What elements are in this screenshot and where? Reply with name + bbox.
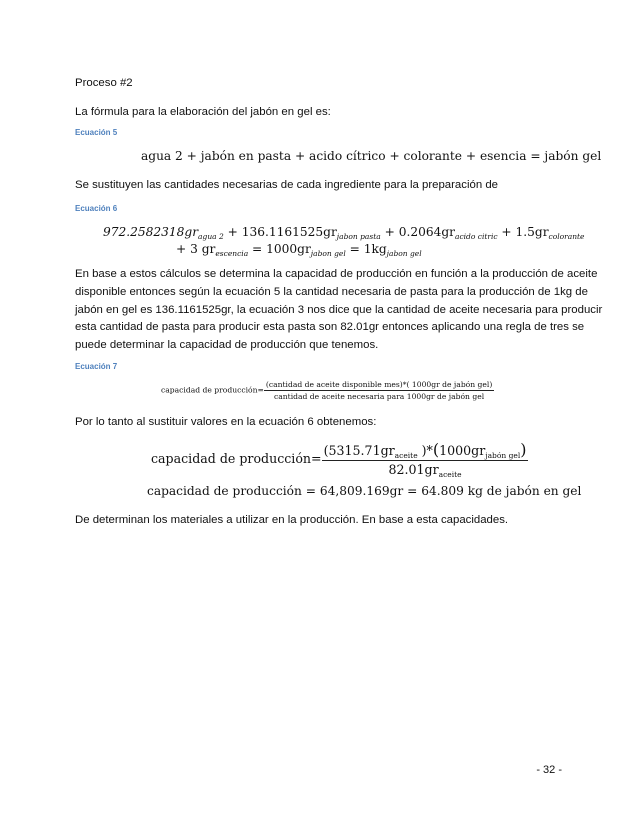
equation-6-line-1: $972.2582318gr_{agua 2} + 136.1161525gr_{jabon pasta} + 0.2064gr_{acido citric} + 1.5gr_{colorante}$ — [103, 225, 585, 241]
equation-8-fraction: $\frac{(5315.71gr_{aceite} )*(1000gr_{jabón gel})}{82.01gr_{aceite}}$ — [323, 440, 527, 479]
equation-8: capacidad de producción= $\frac{(5315.71gr_{aceite} )*(1000gr_{jabón gel})}{82.01gr_{aceite}}$ — [151, 440, 527, 479]
equation-5-caption: Ecuación 5 — [75, 128, 118, 137]
intro-text: La fórmula para la elaboración del jabón en gel es: — [75, 106, 331, 118]
equation-6-caption: Ecuación 6 — [75, 204, 118, 213]
substitution-sentence: Se sustituyen las cantidades necesarias de cada ingrediente para la preparación de — [75, 179, 498, 191]
section-heading: Proceso #2 — [75, 77, 133, 89]
page-number: - 32 - — [536, 764, 562, 776]
substitution-sentence-2: Por lo tanto al sustituir valores en la ecuación 6 obtenemos: — [75, 416, 377, 428]
equation-7-caption: Ecuación 7 — [75, 362, 118, 371]
explanation-paragraph: En base a estos cálculos se determina la capacidad de producción en función a la producción de aceite disponible entonces según la ecuación 5 la cantidad necesaria de pasta para la producción de 1kg de jabón en gel es 136.1161525gr, la ecuación 3 nos dice que la cantidad de aceite necesaria para producir esta cantidad de pasta para producir esta pasta son 82.01gr entonces aplicando una regla de tres se puede determinar la capacidad de producción que tenemos. — [75, 268, 603, 352]
equation-7: capacidad de producción= $\frac{\text{(cantidad de aceite disponible mes)*( 1000gr de jabón gel)}}{\text{cantidad de aceite necesaria para 1000gr de jabón gel}}$ — [161, 380, 493, 401]
equation-7-fraction: $\frac{\text{(cantidad de aceite disponible mes)*( 1000gr de jabón gel)}}{\text{cantidad de aceite necesaria para 1000gr de jabón gel}}$ — [265, 380, 493, 401]
equation-9: capacidad de producción = 64,809.169gr = 64.809 kg de jabón en gel — [147, 484, 582, 498]
equation-6-line-2: + 3 $gr_{escencia} = 1000gr_{jabon gel} = 1kg_{jabon gel}$ — [176, 242, 422, 258]
equation-5: agua 2 + jabón en pasta + acido cítrico + colorante + esencia = jabón gel — [141, 149, 602, 163]
closing-text: De determinan los materiales a utilizar en la producción. En base a esta capacidades. — [75, 514, 509, 526]
